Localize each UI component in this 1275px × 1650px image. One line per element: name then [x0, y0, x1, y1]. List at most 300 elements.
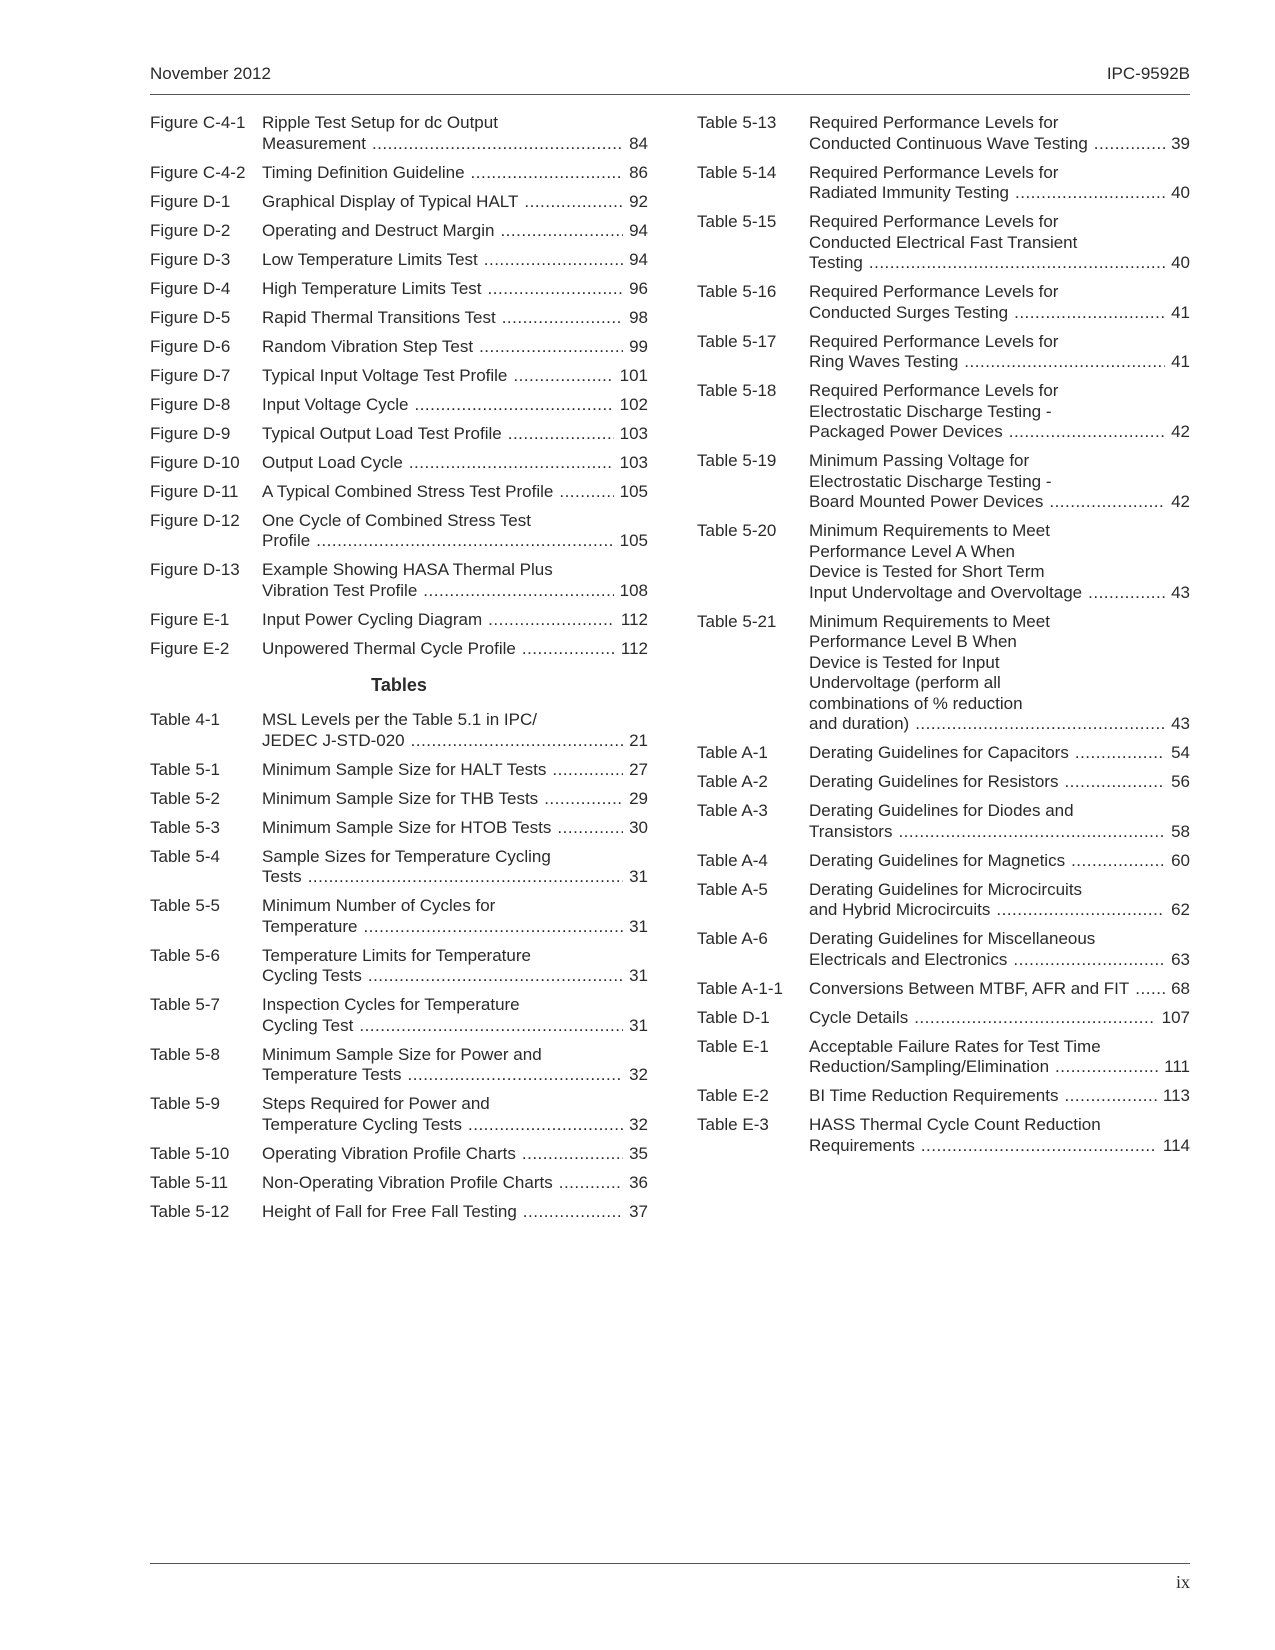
- toc-entry-title-end: Rapid Thermal Transitions Test: [262, 307, 496, 327]
- toc-entry[interactable]: [697, 1037, 1190, 1078]
- toc-entry-title-end: Cycling Tests: [262, 966, 362, 985]
- toc-entry-label: Table 5-6: [150, 945, 220, 965]
- dot-leader: [502, 308, 623, 329]
- dot-leader: [1014, 303, 1165, 324]
- toc-entry-page-number: 102: [619, 394, 648, 414]
- toc-entry-label: Figure C-4-1: [150, 113, 246, 132]
- toc-entry-title-end: and duration): [809, 714, 910, 733]
- toc-entry[interactable]: [150, 279, 648, 300]
- toc-entry-title-end: Board Mounted Power Devices: [809, 492, 1044, 511]
- toc-entry-title-end: Input Power Cycling Diagram: [262, 609, 483, 629]
- toc-entry[interactable]: [150, 1173, 648, 1194]
- toc-entry-title: [809, 929, 1190, 970]
- dot-leader: [1135, 979, 1165, 1000]
- toc-entry[interactable]: [150, 1094, 648, 1135]
- toc-entry-page-number: 62: [1171, 900, 1190, 919]
- toc-entry-last-line: [809, 183, 1190, 204]
- toc-entry-title-end: Input Voltage Cycle: [262, 394, 409, 414]
- dot-leader: [1013, 950, 1165, 971]
- toc-entry-title-end: JEDEC J-STD-020: [262, 730, 405, 750]
- toc-entry-title: [262, 995, 648, 1036]
- toc-entry-title-line: Required Performance Levels for: [809, 113, 1059, 132]
- toc-entry-title-end: Input Undervoltage and Overvoltage: [809, 582, 1083, 602]
- toc-entry-last-line: [262, 818, 648, 839]
- toc-entry-label: Table E-2: [697, 1086, 769, 1105]
- toc-entry[interactable]: [697, 801, 1190, 842]
- toc-entry-title-end: Radiated Immunity Testing: [809, 183, 1010, 202]
- toc-entry[interactable]: [150, 424, 648, 445]
- toc-entry-last-line: [262, 760, 648, 781]
- toc-entry-label: Table 5-7: [150, 995, 220, 1014]
- toc-entry-label: Table 5-20: [697, 521, 777, 540]
- toc-entry[interactable]: [697, 212, 1190, 274]
- toc-entry-last-line: [262, 482, 648, 503]
- toc-entry-page-number: 31: [629, 916, 648, 936]
- dot-leader: [316, 531, 613, 552]
- toc-entry-title: [262, 1045, 648, 1086]
- toc-entry[interactable]: [697, 929, 1190, 970]
- toc-entry-title-end: Conversions Between MTBF, AFR and FIT: [809, 978, 1130, 998]
- toc-entry-last-line: [262, 531, 648, 552]
- dot-leader: [523, 1202, 623, 1223]
- toc-entry-title: [809, 451, 1190, 513]
- toc-entry-title-end: Cycle Details: [809, 1007, 909, 1027]
- toc-entry-title-end: A Typical Combined Stress Test Profile: [262, 481, 554, 501]
- toc-entry-title-line: Minimum Requirements to Meet: [809, 611, 1050, 631]
- toc-entry-title-end: and Hybrid Microcircuits: [809, 900, 991, 919]
- toc-entry-page-number: 108: [619, 580, 648, 600]
- toc-entry[interactable]: [697, 979, 1190, 1000]
- toc-entry-page-number: 42: [1171, 422, 1190, 441]
- toc-entry-page-number: 42: [1171, 492, 1190, 511]
- toc-entry-title-end: Derating Guidelines for Capacitors: [809, 743, 1069, 762]
- toc-entry[interactable]: [150, 789, 648, 810]
- toc-entry[interactable]: [697, 851, 1190, 872]
- dot-leader: [308, 867, 623, 888]
- dot-leader: [1015, 183, 1165, 204]
- toc-entry-page-number: 96: [629, 278, 648, 298]
- toc-entry-title-end: Operating Vibration Profile Charts: [262, 1143, 516, 1163]
- toc-entry-label: Table 5-5: [150, 896, 220, 915]
- dot-leader: [409, 453, 614, 474]
- toc-entry-page-number: 98: [629, 307, 648, 327]
- toc-entry-last-line: [262, 1144, 648, 1165]
- toc-entry[interactable]: [150, 308, 648, 329]
- toc-entry-page-number: 41: [1171, 302, 1190, 322]
- toc-entry-last-line: [262, 1016, 648, 1037]
- toc-entry[interactable]: [150, 818, 648, 839]
- toc-entry-page-number: 36: [629, 1172, 648, 1192]
- toc-entry-title-line: Ripple Test Setup for dc Output: [262, 113, 498, 132]
- toc-entry-page-number: 112: [620, 638, 648, 658]
- toc-entry-page-number: 54: [1171, 743, 1190, 762]
- toc-entry-title-line: Minimum Number of Cycles for: [262, 896, 496, 915]
- toc-entry[interactable]: [697, 612, 1190, 735]
- toc-entry-title: [809, 212, 1190, 274]
- toc-entry[interactable]: [150, 946, 648, 987]
- toc-entry-last-line: [809, 1057, 1190, 1078]
- toc-entry-title-line: Undervoltage (perform all: [809, 673, 1001, 692]
- dot-leader: [1094, 134, 1165, 155]
- dot-leader: [915, 714, 1165, 735]
- dot-leader: [552, 760, 623, 781]
- toc-entry-title: [809, 1115, 1190, 1156]
- toc-entry-label: Figure D-6: [150, 336, 231, 356]
- toc-entry[interactable]: [150, 760, 648, 781]
- toc-entry-last-line: [262, 424, 648, 445]
- tables-heading: Tables: [371, 675, 427, 695]
- toc-entry-page-number: 113: [1162, 1086, 1190, 1105]
- toc-entry-label: Table 5-17: [697, 331, 777, 351]
- toc-entry-label: Figure D-12: [150, 510, 240, 530]
- toc-entry[interactable]: [697, 880, 1190, 921]
- toc-entry-page-number: 37: [629, 1201, 648, 1221]
- toc-entry-label: Table A-3: [697, 801, 768, 820]
- toc-entry[interactable]: [697, 1008, 1190, 1029]
- toc-entry-last-line: [262, 966, 648, 987]
- toc-entry-page-number: 94: [629, 249, 648, 269]
- dot-leader: [411, 731, 623, 752]
- dot-leader: [359, 1016, 623, 1037]
- dot-leader: [1009, 422, 1165, 443]
- toc-entry-label: Table 5-21: [697, 611, 777, 631]
- toc-entry-last-line: [262, 221, 648, 242]
- toc-entry-title: [809, 979, 1190, 1000]
- toc-entry-label: Table E-3: [697, 1115, 769, 1134]
- toc-entry-page-number: 84: [629, 133, 648, 153]
- left-column: [150, 113, 648, 1231]
- toc-entry-title: [809, 851, 1190, 872]
- toc-entry-title-line: Device is Tested for Short Term: [809, 562, 1045, 581]
- toc-entry-last-line: [809, 743, 1190, 764]
- toc-entry-title: [262, 639, 648, 660]
- toc-entry-title: [262, 760, 648, 781]
- toc-entry-last-line: [809, 822, 1190, 843]
- dot-leader: [508, 424, 614, 445]
- toc-entry-title: [809, 113, 1190, 154]
- toc-entry-title: [262, 710, 648, 751]
- toc-entry-title-line: Minimum Requirements to Meet: [809, 521, 1050, 540]
- toc-entry-page-number: 63: [1171, 949, 1190, 969]
- toc-entry-last-line: [262, 867, 648, 888]
- toc-entry-last-line: [809, 1008, 1190, 1029]
- toc-entry-title: [809, 1008, 1190, 1029]
- toc-entry-title-end: Temperature Tests: [262, 1065, 402, 1084]
- dot-leader: [964, 352, 1165, 373]
- toc-entry-title-end: Operating and Destruct Margin: [262, 220, 495, 240]
- toc-entry[interactable]: [150, 639, 648, 660]
- toc-entry-title: [262, 192, 648, 213]
- toc-entry[interactable]: [150, 896, 648, 937]
- toc-entry[interactable]: [150, 395, 648, 416]
- toc-entry-page-number: 103: [619, 452, 648, 472]
- toc-entry-title-line: Performance Level B When: [809, 632, 1017, 651]
- toc-entry-label: Figure E-1: [150, 609, 230, 629]
- toc-entry[interactable]: [150, 1202, 648, 1223]
- toc-entry-last-line: [809, 1136, 1190, 1157]
- toc-entry[interactable]: [150, 192, 648, 213]
- toc-entry-title: [262, 789, 648, 810]
- toc-entry-last-line: [262, 163, 648, 184]
- dot-leader: [484, 250, 623, 271]
- toc-entry-last-line: [262, 453, 648, 474]
- toc-entry-label: Figure D-9: [150, 423, 231, 443]
- dot-leader: [559, 1173, 623, 1194]
- toc-entry-page-number: 60: [1171, 850, 1190, 870]
- dot-leader: [1064, 772, 1165, 793]
- toc-entry-last-line: [809, 303, 1190, 324]
- dot-leader: [869, 253, 1165, 274]
- toc-entry-title-end: Conducted Surges Testing: [809, 302, 1009, 322]
- toc-entry-label: Table 5-11: [150, 1172, 229, 1192]
- toc-entry-title-line: HASS Thermal Cycle Count Reduction: [809, 1115, 1101, 1134]
- toc-entry[interactable]: [150, 511, 648, 552]
- right-column: [697, 113, 1190, 1165]
- toc-entry[interactable]: [697, 521, 1190, 603]
- toc-entry-label: Table A-4: [697, 850, 768, 870]
- toc-entry[interactable]: [150, 995, 648, 1036]
- toc-entry-label: Table 5-19: [697, 451, 777, 470]
- dot-leader: [414, 395, 613, 416]
- toc-entry-title-line: Acceptable Failure Rates for Test Time: [809, 1036, 1101, 1056]
- toc-entry-last-line: [262, 917, 648, 938]
- toc-entry-label: Table 5-1: [150, 759, 220, 779]
- toc-entry-title: [809, 612, 1190, 735]
- toc-entry-title-end: Non-Operating Vibration Profile Charts: [262, 1172, 553, 1192]
- toc-entry-title: [262, 560, 648, 601]
- toc-entry-page-number: 21: [629, 730, 648, 750]
- toc-entry[interactable]: [150, 337, 648, 358]
- toc-entry[interactable]: [697, 282, 1190, 323]
- toc-entry[interactable]: [697, 163, 1190, 204]
- toc-entry-page-number: 105: [619, 531, 648, 550]
- dot-leader: [479, 337, 623, 358]
- toc-entry-page-number: 58: [1171, 821, 1190, 841]
- toc-entry-title-line: Required Performance Levels for: [809, 331, 1059, 351]
- toc-entry-title: [809, 381, 1190, 443]
- toc-entry[interactable]: [150, 1144, 648, 1165]
- toc-entry-title-line: Temperature Limits for Temperature: [262, 945, 531, 965]
- toc-entry[interactable]: [150, 250, 648, 271]
- toc-entry-title: [262, 453, 648, 474]
- toc-entry[interactable]: [150, 221, 648, 242]
- toc-entry-title: [809, 880, 1190, 921]
- toc-entry-title-line: MSL Levels per the Table 5.1 in IPC/: [262, 710, 537, 729]
- toc-entry-last-line: [809, 253, 1190, 274]
- toc-entry-label: Table 5-3: [150, 817, 220, 837]
- toc-entry-title-line: Electrostatic Discharge Testing -: [809, 471, 1052, 491]
- dot-leader: [522, 639, 615, 660]
- toc-entry-title-line: One Cycle of Combined Stress Test: [262, 510, 531, 530]
- toc-entry-label: Figure D-13: [150, 560, 240, 579]
- toc-entry-label: Table 5-13: [697, 113, 777, 132]
- toc-entry-title-line: Steps Required for Power and: [262, 1094, 490, 1113]
- toc-entry-page-number: 105: [619, 481, 648, 501]
- toc-entry-label: Table 5-15: [697, 212, 777, 231]
- toc-entry-page-number: 43: [1171, 714, 1190, 733]
- toc-entry-last-line: [262, 395, 648, 416]
- toc-entry-title-end: Vibration Test Profile: [262, 580, 418, 600]
- toc-entry-label: Figure E-2: [150, 638, 230, 658]
- toc-entry-last-line: [809, 772, 1190, 793]
- dot-leader: [500, 221, 623, 242]
- toc-entry[interactable]: [150, 710, 648, 751]
- toc-entry-title-end: Ring Waves Testing: [809, 352, 959, 371]
- dot-leader: [996, 900, 1165, 921]
- toc-entry-title: [809, 332, 1190, 373]
- toc-entry-title-end: Minimum Sample Size for THB Tests: [262, 788, 539, 808]
- toc-entry-title-end: Height of Fall for Free Fall Testing: [262, 1201, 517, 1221]
- toc-entry-title: [262, 847, 648, 888]
- toc-entry-label: Figure D-8: [150, 394, 231, 414]
- dot-leader: [513, 366, 613, 387]
- toc-entry-page-number: 39: [1171, 133, 1190, 153]
- toc-entry-label: Figure D-7: [150, 365, 231, 385]
- toc-entry-title: [809, 521, 1190, 603]
- toc-entry-title-end: Random Vibration Step Test: [262, 336, 474, 356]
- toc-entry[interactable]: [697, 332, 1190, 373]
- toc-entry[interactable]: [150, 847, 648, 888]
- toc-entry-title: [262, 511, 648, 552]
- toc-entry-page-number: 27: [629, 759, 648, 779]
- toc-entry[interactable]: [150, 1045, 648, 1086]
- toc-entry-title-line: Example Showing HASA Thermal Plus: [262, 560, 553, 579]
- toc-entry-page-number: 94: [629, 220, 648, 240]
- toc-entry-title: [262, 896, 648, 937]
- toc-entry-title: [809, 743, 1190, 764]
- toc-entry-page-number: 99: [629, 336, 648, 356]
- dot-leader: [488, 279, 624, 300]
- toc-entry-label: Table 5-2: [150, 788, 220, 808]
- toc-entry-page-number: 86: [629, 162, 648, 182]
- dot-leader: [468, 1115, 623, 1136]
- toc-entry-label: Table 5-9: [150, 1094, 220, 1113]
- toc-entry-last-line: [262, 192, 648, 213]
- dot-leader: [363, 917, 623, 938]
- toc-entry[interactable]: [150, 113, 648, 154]
- toc-entry-label: Figure D-4: [150, 278, 231, 298]
- toc-entry[interactable]: [150, 163, 648, 184]
- toc-entry[interactable]: [150, 482, 648, 503]
- toc-entry-title: [262, 163, 648, 184]
- toc-entry-last-line: [809, 492, 1190, 513]
- toc-entry-title-end: BI Time Reduction Requirements: [809, 1086, 1059, 1105]
- toc-entry-last-line: [809, 1086, 1190, 1107]
- toc-entry-title-end: Temperature Cycling Tests: [262, 1114, 462, 1134]
- toc-entry-title-line: Sample Sizes for Temperature Cycling: [262, 846, 551, 866]
- toc-entry-last-line: [262, 581, 648, 602]
- dot-leader: [524, 192, 623, 213]
- toc-entry-last-line: [262, 1173, 648, 1194]
- toc-entry[interactable]: [697, 772, 1190, 793]
- toc-entry-page-number: 103: [619, 423, 648, 443]
- dot-leader: [368, 966, 623, 987]
- toc-entry-title: [262, 1144, 648, 1165]
- toc-entry-label: Table A-1: [697, 743, 768, 762]
- toc-entry-title-line: Conducted Electrical Fast Transient: [809, 232, 1078, 252]
- toc-entry-page-number: 41: [1171, 352, 1190, 371]
- toc-entry-label: Figure D-3: [150, 249, 231, 269]
- toc-entry-last-line: [262, 610, 648, 631]
- dot-leader: [1088, 583, 1165, 604]
- table-list-right: [697, 113, 1190, 1156]
- toc-entry-last-line: [262, 308, 648, 329]
- toc-entry-label: Table 5-8: [150, 1044, 220, 1064]
- dot-leader: [408, 1065, 624, 1086]
- toc-entry-label: Table A-6: [697, 929, 768, 948]
- toc-entry[interactable]: [697, 1086, 1190, 1107]
- toc-entry[interactable]: [150, 366, 648, 387]
- toc-entry-label: Table D-1: [697, 1007, 770, 1027]
- toc-entry-page-number: 43: [1171, 582, 1190, 602]
- toc-entry-page-number: 107: [1161, 1007, 1190, 1027]
- toc-entry-title: [809, 1037, 1190, 1078]
- toc-entry[interactable]: [697, 1115, 1190, 1156]
- dot-leader: [544, 789, 623, 810]
- toc-entry[interactable]: [150, 610, 648, 631]
- toc-entry-title: [262, 1202, 648, 1223]
- toc-entry-label: Figure C-4-2: [150, 162, 246, 182]
- toc-entry-page-number: 114: [1162, 1135, 1190, 1155]
- toc-entry-last-line: [262, 337, 648, 358]
- toc-entry-label: Table 5-18: [697, 381, 777, 400]
- toc-entry-title-end: Testing: [809, 253, 863, 272]
- dot-leader: [914, 1008, 1155, 1029]
- toc-entry-title-line: combinations of % reduction: [809, 693, 1023, 713]
- toc-entry-title-line: Inspection Cycles for Temperature: [262, 995, 520, 1014]
- toc-entry-title: [262, 1094, 648, 1135]
- toc-entry-title: [262, 308, 648, 329]
- toc-entry-title-end: Conducted Continuous Wave Testing: [809, 133, 1088, 153]
- toc-entry-title-line: Minimum Sample Size for Power and: [262, 1044, 542, 1064]
- toc-entry-label: Table 4-1: [150, 710, 220, 729]
- toc-entry[interactable]: [150, 560, 648, 601]
- toc-entry-page-number: 112: [620, 609, 648, 629]
- dot-leader: [522, 1144, 623, 1165]
- toc-entry-title-end: Typical Input Voltage Test Profile: [262, 365, 508, 385]
- figure-list: [150, 113, 648, 659]
- toc-entry-title-end: Derating Guidelines for Magnetics: [809, 850, 1066, 870]
- toc-entry-title-end: Derating Guidelines for Resistors: [809, 772, 1059, 791]
- toc-entry-last-line: [809, 134, 1190, 155]
- toc-entry-page-number: 31: [629, 867, 648, 886]
- toc-entry-title: [809, 1086, 1190, 1107]
- toc-entry-last-line: [262, 789, 648, 810]
- toc-entry-title: [809, 772, 1190, 793]
- toc-entry-title: [262, 818, 648, 839]
- toc-entry[interactable]: [697, 451, 1190, 513]
- toc-entry[interactable]: [697, 113, 1190, 154]
- toc-entry-title-end: Reduction/Sampling/Elimination: [809, 1057, 1050, 1076]
- toc-entry-page-number: 92: [629, 191, 648, 211]
- toc-entry-last-line: [262, 366, 648, 387]
- toc-entry-title-end: Temperature: [262, 916, 358, 936]
- toc-entry-last-line: [809, 583, 1190, 604]
- toc-entry-title-line: Minimum Passing Voltage for: [809, 451, 1030, 470]
- toc-entry-page-number: 68: [1171, 978, 1190, 998]
- toc-entry-title: [262, 946, 648, 987]
- toc-entry-page-number: 31: [629, 966, 648, 985]
- toc-entry-last-line: [262, 731, 648, 752]
- toc-entry[interactable]: [697, 381, 1190, 443]
- toc-entry[interactable]: [150, 453, 648, 474]
- dot-leader: [921, 1136, 1157, 1157]
- toc-entry-title-end: Measurement: [262, 133, 366, 153]
- dot-leader: [559, 482, 613, 503]
- toc-entry[interactable]: [697, 743, 1190, 764]
- toc-entry-last-line: [262, 1202, 648, 1223]
- toc-entry-title: [262, 610, 648, 631]
